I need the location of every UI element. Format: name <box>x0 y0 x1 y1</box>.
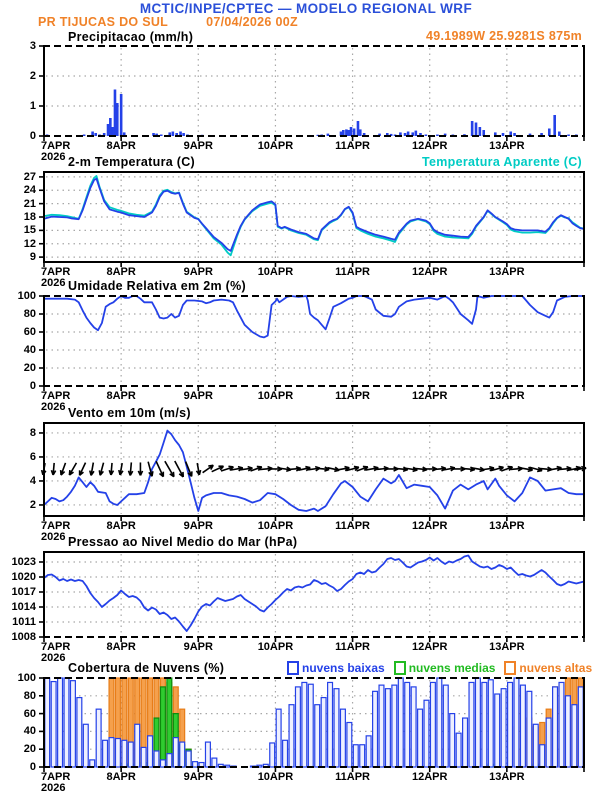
legend-item-low-clouds: nuvens baixas <box>287 661 385 675</box>
ytick-wind-2: 2 <box>0 499 36 511</box>
xtick-clouds-13APR: 13APR <box>489 771 524 783</box>
xtick-wind-8APR: 8APR <box>106 520 135 532</box>
ytick-clouds-100: 100 <box>0 672 36 684</box>
ytick-pressure-1020: 1020 <box>0 571 36 583</box>
panel-title-humidity: Umidade Relativa em 2m (%) <box>68 279 246 293</box>
ytick-temperature-15: 15 <box>0 224 36 236</box>
ytick-pressure-1008: 1008 <box>0 631 36 643</box>
xtick-wind-11APR: 11APR <box>335 520 370 532</box>
xtick-humidity-12APR: 12APR <box>412 390 447 402</box>
ytick-temperature-27: 27 <box>0 171 36 183</box>
xtick-wind-13APR: 13APR <box>489 520 524 532</box>
panel-title-temperature: 2-m Temperatura (C) <box>68 155 195 169</box>
ytick-temperature-12: 12 <box>0 238 36 250</box>
station-name: PR TIJUCAS DO SUL <box>38 15 168 29</box>
panel-title-precipitation: Precipitacao (mm/h) <box>68 30 193 44</box>
ytick-humidity-100: 100 <box>0 290 36 302</box>
ytick-wind-4: 4 <box>0 475 36 487</box>
xtick-humidity-13APR: 13APR <box>489 390 524 402</box>
xtick-pressure-10APR: 10APR <box>258 641 293 653</box>
xtick-precipitation-9APR: 9APR <box>184 140 213 152</box>
panel-clouds <box>39 678 585 772</box>
ytick-pressure-1011: 1011 <box>0 616 36 628</box>
panel-humidity <box>39 296 585 391</box>
xtick-clouds-11APR: 11APR <box>335 771 370 783</box>
xtick-pressure-9APR: 9APR <box>184 641 213 653</box>
xtick-wind-10APR: 10APR <box>258 520 293 532</box>
xtick-temperature-year: 2026 <box>41 277 65 289</box>
model-title: MCTIC/INPE/CPTEC — MODELO REGIONAL WRF <box>0 1 612 16</box>
ytick-wind-8: 8 <box>0 427 36 439</box>
xtick-pressure-11APR: 11APR <box>335 641 370 653</box>
xtick-temperature-10APR: 10APR <box>258 266 293 278</box>
ytick-humidity-40: 40 <box>0 344 36 356</box>
apparent-temperature-legend: Temperatura Aparente (C) <box>422 155 582 169</box>
xtick-humidity-10APR: 10APR <box>258 390 293 402</box>
ytick-humidity-80: 80 <box>0 308 36 320</box>
panel-title-wind: Vento em 10m (m/s) <box>68 406 191 420</box>
ytick-humidity-0: 0 <box>0 380 36 392</box>
panel-title-pressure: Pressao ao Nivel Medio do Mar (hPa) <box>68 535 297 549</box>
xtick-clouds-10APR: 10APR <box>258 771 293 783</box>
ytick-clouds-60: 60 <box>0 708 36 720</box>
ytick-pressure-1023: 1023 <box>0 556 36 568</box>
xtick-humidity-year: 2026 <box>41 401 65 413</box>
xtick-wind-year: 2026 <box>41 531 65 543</box>
xtick-wind-first-day: 7APR <box>41 520 70 532</box>
ytick-temperature-24: 24 <box>0 184 36 196</box>
ytick-temperature-18: 18 <box>0 211 36 223</box>
ytick-precipitation-2: 2 <box>0 70 36 82</box>
run-datetime: 07/04/2026 00Z <box>206 15 298 29</box>
ytick-clouds-80: 80 <box>0 690 36 702</box>
xtick-humidity-8APR: 8APR <box>106 390 135 402</box>
ytick-pressure-1014: 1014 <box>0 601 36 613</box>
xtick-clouds-8APR: 8APR <box>106 771 135 783</box>
panel-precipitation <box>39 46 585 141</box>
ytick-precipitation-1: 1 <box>0 100 36 112</box>
xtick-temperature-13APR: 13APR <box>489 266 524 278</box>
station-coordinates: 49.1989W 25.9281S 875m <box>426 29 582 43</box>
panel-pressure <box>39 552 585 642</box>
xtick-temperature-12APR: 12APR <box>412 266 447 278</box>
ytick-precipitation-3: 3 <box>0 40 36 52</box>
xtick-humidity-9APR: 9APR <box>184 390 213 402</box>
xtick-precipitation-10APR: 10APR <box>258 140 293 152</box>
ytick-clouds-20: 20 <box>0 743 36 755</box>
xtick-humidity-first-day: 7APR <box>41 390 70 402</box>
ytick-clouds-0: 0 <box>0 761 36 773</box>
xtick-precipitation-12APR: 12APR <box>412 140 447 152</box>
xtick-wind-12APR: 12APR <box>412 520 447 532</box>
xtick-temperature-first-day: 7APR <box>41 266 70 278</box>
panel-temperature <box>39 172 585 267</box>
legend-item-high-clouds: nuvens altas <box>504 661 592 675</box>
xtick-precipitation-13APR: 13APR <box>489 140 524 152</box>
ytick-humidity-60: 60 <box>0 326 36 338</box>
xtick-precipitation-11APR: 11APR <box>335 140 370 152</box>
legend-item-mid-clouds: nuvens medias <box>394 661 496 675</box>
xtick-clouds-9APR: 9APR <box>184 771 213 783</box>
ytick-temperature-9: 9 <box>0 251 36 263</box>
xtick-temperature-8APR: 8APR <box>106 266 135 278</box>
xtick-temperature-9APR: 9APR <box>184 266 213 278</box>
xtick-precipitation-8APR: 8APR <box>106 140 135 152</box>
xtick-clouds-first-day: 7APR <box>41 771 70 783</box>
ytick-wind-6: 6 <box>0 451 36 463</box>
ytick-humidity-20: 20 <box>0 362 36 374</box>
xtick-pressure-12APR: 12APR <box>412 641 447 653</box>
xtick-pressure-13APR: 13APR <box>489 641 524 653</box>
xtick-precipitation-year: 2026 <box>41 151 65 163</box>
xtick-wind-9APR: 9APR <box>184 520 213 532</box>
xtick-precipitation-first-day: 7APR <box>41 140 70 152</box>
xtick-clouds-year: 2026 <box>41 782 65 794</box>
panel-wind <box>39 423 586 521</box>
ytick-precipitation-0: 0 <box>0 130 36 142</box>
panel-title-clouds: Cobertura de Nuvens (%) <box>68 661 224 675</box>
xtick-pressure-year: 2026 <box>41 652 65 664</box>
xtick-clouds-12APR: 12APR <box>412 771 447 783</box>
xtick-temperature-11APR: 11APR <box>335 266 370 278</box>
ytick-clouds-40: 40 <box>0 725 36 737</box>
ytick-pressure-1017: 1017 <box>0 586 36 598</box>
ytick-temperature-21: 21 <box>0 198 36 210</box>
xtick-humidity-11APR: 11APR <box>335 390 370 402</box>
xtick-pressure-8APR: 8APR <box>106 641 135 653</box>
xtick-pressure-first-day: 7APR <box>41 641 70 653</box>
